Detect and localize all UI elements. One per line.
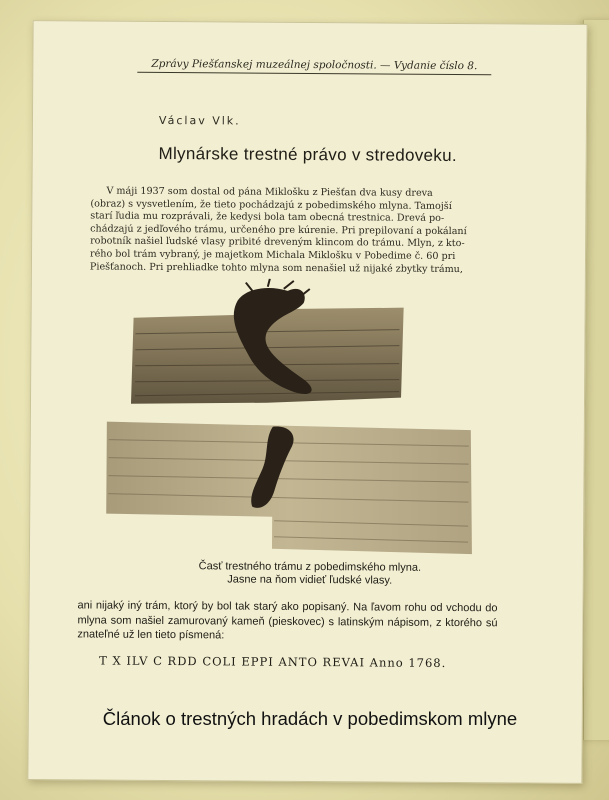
paragraph-1-line: rého bol trám vybraný, je majetkom Michala Miklošku v Pobedime č. 60 pri [89, 248, 456, 262]
paragraph-1-line: starí ľudia mu rozprávali, že kedysi bola tam obecná trestnica. Drevá po- [90, 210, 445, 225]
image-overlay-caption: Článok o trestných hradách v pobedimskom mlyne [102, 708, 518, 729]
document-page [27, 20, 587, 784]
paragraph-1 [90, 185, 475, 276]
caption-line-1: Časť trestného trámu z pobedimského mlyna. [198, 560, 422, 574]
paragraph-1-line: Piešťanoch. Pri prehliadke tohto mlyna som nenašiel už nijaké zbytky trámu, [89, 261, 463, 275]
author: Václav Vlk. [158, 113, 241, 128]
latin-inscription: T X ILV C RDD COLI EPPI ANTO REVAI Anno 1768. [99, 653, 447, 670]
article-title: Mlynárske trestné právo v stredoveku. [158, 143, 457, 166]
wood-beam-photo-upper [127, 278, 410, 414]
paragraph-1-line: robotník našiel ľudské vlasy pribité dreveným klincom do trámu. Mlyn, z kto- [90, 235, 465, 250]
wood-beam-photo-lower [102, 416, 475, 559]
journal-header: Zprávy Piešťanskej muzeálnej spoločnosti. — Vydanie číslo 8. [137, 58, 491, 75]
paragraph-1-line: V máji 1937 som dostal od pána Miklošku z Piešťan dva kusy dreva [106, 185, 433, 199]
paragraph-2: ani nijaký iný trám, ktorý by bol tak starý ako popisaný. Na ľavom rohu od vchodu do mlyna som našiel zamurovaný kameň (pieskovec) s latinským nápisom, z ktorého sú znateľné už len tieto písmená: [77, 599, 498, 642]
paragraph-1-line: (obraz) s vysvetlením, že tieto pochádzajú z pobedimského mlyna. Tamojší [90, 198, 452, 212]
paragraph-1-line: chádzajú z jedľového trámu, určeného pre kúrenie. Pri prepilovaní a pokálaní [90, 223, 467, 237]
caption-line-2: Jasne na ňom vidieť ľudské vlasy. [227, 573, 393, 587]
photo-caption [160, 560, 460, 588]
